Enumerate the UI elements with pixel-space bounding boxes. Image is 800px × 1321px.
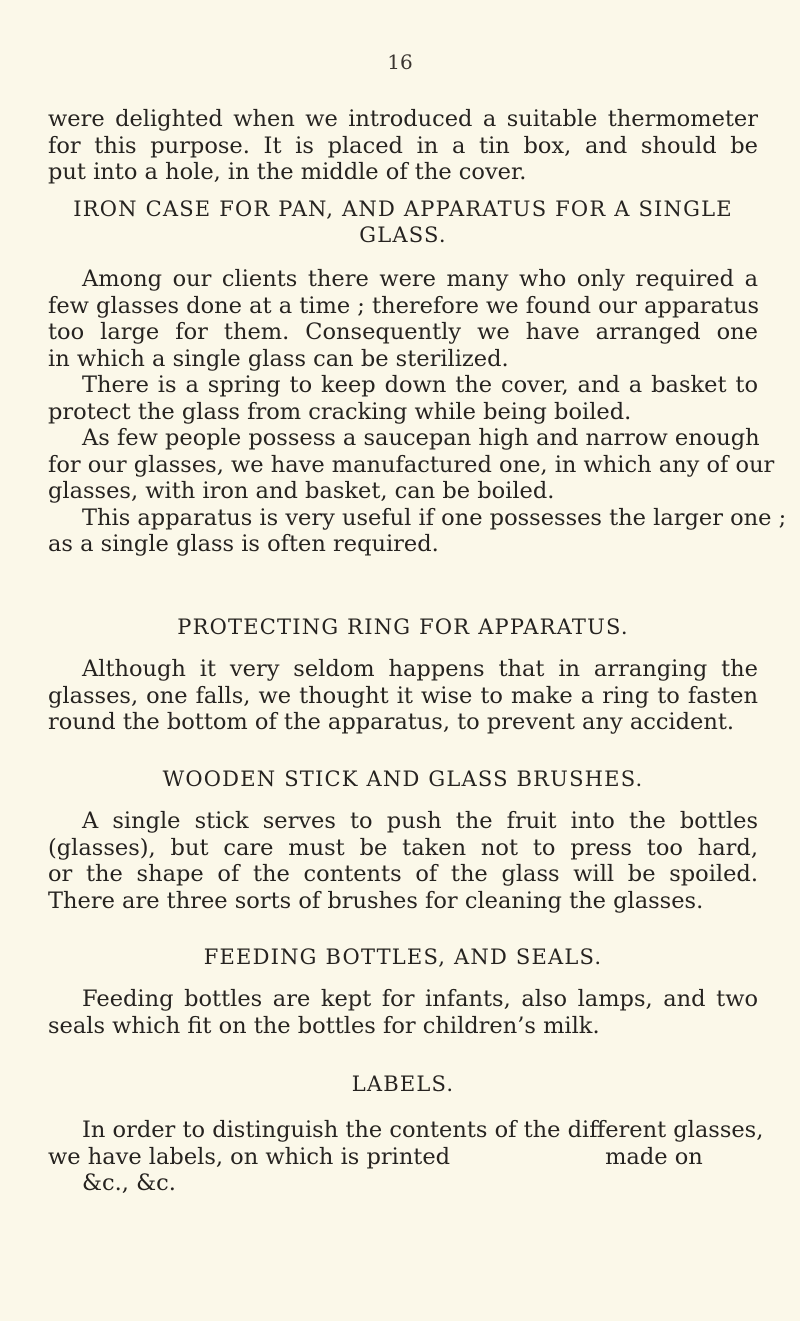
text-line: as a single glass is often required.	[48, 531, 439, 557]
text-line: protect the glass from cracking while being boiled.	[48, 398, 632, 425]
heading-line: FEEDING BOTTLES, AND SEALS.	[203, 945, 603, 969]
section-heading-feeding-bottles	[48, 944, 758, 970]
text-line: This apparatus is very useful if one possesses the larger one ;	[82, 504, 787, 531]
text-line: There are three sorts of brushes for cleaning the glasses.	[48, 887, 704, 914]
text-line: round the bottom of the apparatus, to prevent any accident.	[48, 709, 735, 735]
page-number: 16	[387, 50, 413, 74]
text-line: for this purpose. It is placed in a tin box, and should be	[48, 132, 758, 159]
heading-line: PROTECTING RING FOR APPARATUS.	[177, 615, 629, 639]
text-line: for our glasses, we have manufactured one, in which any of our	[48, 451, 775, 478]
text-line: were delighted when we introduced a suitable thermometer	[48, 106, 758, 132]
labels-printed-text: we have labels, on which is printed	[48, 1143, 451, 1170]
text-line: too large for them. Consequently we have arranged one	[48, 319, 758, 345]
text-line: (glasses), but care must be taken not to press too hard,	[48, 834, 758, 861]
section-heading-iron-case	[48, 196, 758, 248]
text-line: in which a single glass can be sterilized.	[48, 345, 509, 372]
text-line: glasses, one falls, we thought it wise to make a ring to fasten	[48, 682, 758, 709]
section-body-wooden-stick	[48, 808, 758, 914]
text-line: Although it very seldom happens that in arranging the	[82, 656, 758, 682]
text-line: Feeding bottles are kept for infants, also lamps, and two	[82, 986, 758, 1012]
section-body-feeding-bottles	[48, 986, 758, 1039]
section-body-labels	[48, 1117, 764, 1197]
section-heading-wooden-stick	[48, 766, 758, 792]
section-heading-labels	[48, 1071, 758, 1097]
text-line	[48, 1144, 758, 1171]
text-line: There is a spring to keep down the cover, and a basket to	[82, 372, 758, 398]
heading-line: GLASS.	[359, 223, 447, 247]
text-line: Among our clients there were many who only required a	[82, 266, 758, 292]
text-line: In order to distinguish the contents of the different glasses,	[82, 1117, 764, 1143]
section-body-protecting-ring	[48, 656, 758, 736]
heading-line: IRON CASE FOR PAN, AND APPARATUS FOR A SINGLE	[73, 197, 733, 221]
text-line: seals which fit on the bottles for children’s milk.	[48, 1012, 600, 1039]
text-line: &c., &c.	[82, 1170, 176, 1196]
text-line: A single stick serves to push the fruit into the bottles	[82, 808, 758, 834]
text-line: glasses, with iron and basket, can be boiled.	[48, 478, 555, 504]
text-line: put into a hole, in the middle of the cover.	[48, 159, 527, 185]
section-body-iron-case	[48, 266, 787, 558]
text-line: or the shape of the contents of the glass will be spoiled.	[48, 861, 758, 887]
intro-paragraph	[48, 106, 758, 186]
heading-line: LABELS.	[351, 1072, 455, 1096]
text-line: As few people possess a saucepan high and narrow enough	[82, 425, 760, 451]
section-heading-protecting-ring	[48, 614, 758, 640]
heading-line: WOODEN STICK AND GLASS BRUSHES.	[162, 767, 644, 791]
text-line: few glasses done at a time ; therefore we found our apparatus	[48, 292, 760, 319]
labels-made-on-text: made on	[605, 1143, 703, 1170]
